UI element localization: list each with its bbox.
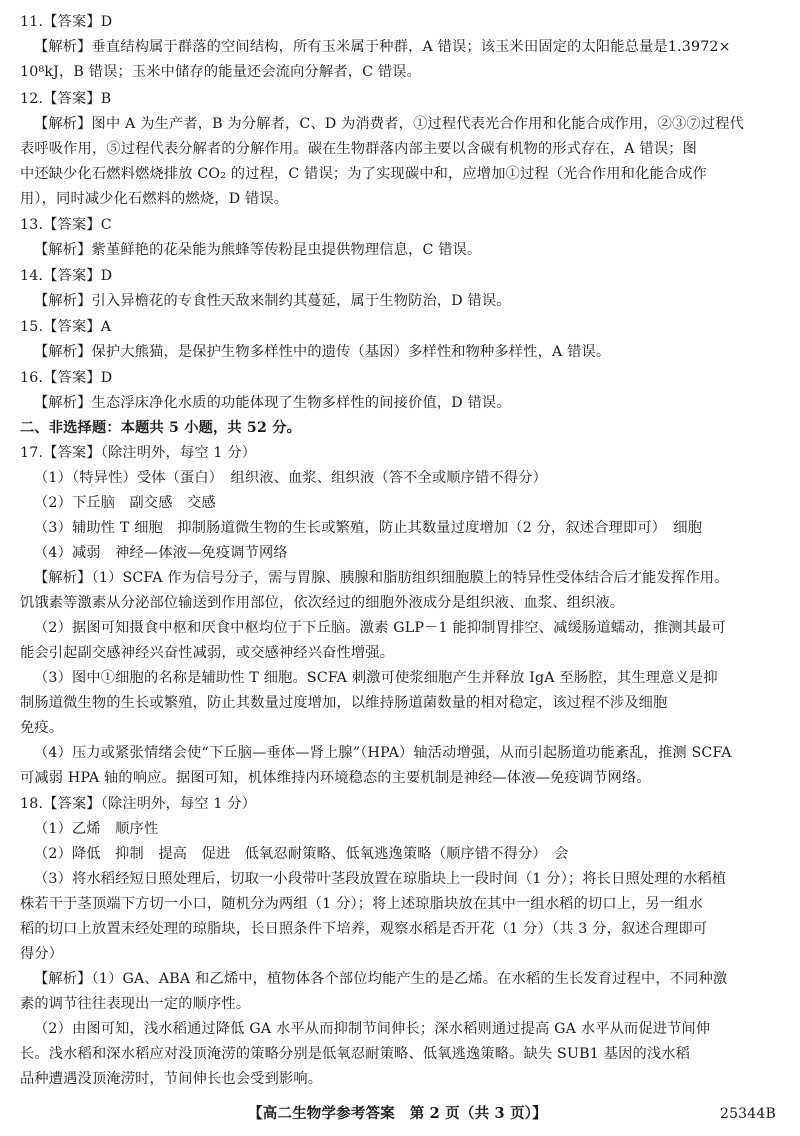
q18-answer-3-cont: 得分） [20, 946, 64, 962]
q11-analysis: 【解析】垂直结构属于群落的空间结构，所有玉米属于种群，A 错误；该玉米田固定的太阳能总量是1.3972× [34, 39, 731, 55]
footer-page-label: 【高二生物学参考答案 第 2 页（共 3 页）】 [248, 1105, 547, 1122]
q17-analysis-cont: 饥饿素等激素从分泌部位输送到作用部位，依次经过的细胞外液成分是组织液、血浆、组织液。 [20, 595, 625, 611]
section-heading: 二、非选择题：本题共 5 小题，共 52 分。 [20, 420, 301, 436]
q18-answer-2: （2）降低 抑制 提高 促进 低氧忍耐策略、低氧逃逸策略（顺序错不得分） 会 [34, 846, 569, 862]
q17-analysis-3: （3）图中①细胞的名称是辅助性 T 细胞。SCFA 刺激可使浆细胞产生并释放 IgA 至肠腔，其生理意义是抑 [34, 670, 718, 686]
q14-analysis: 【解析】引入异檐花的专食性天敌来制约其蔓延，属于生物防治，D 错误。 [34, 293, 511, 309]
q17-answer-3: （3）辅助性 T 细胞 抑制肠道微生物的生长或繁殖，防止其数量过度增加（2 分，叙述合理即可） 细胞 [34, 520, 703, 536]
q18-analysis-2: （2）由图可知，浅水稻通过降低 GA 水平从而抑制节间伸长；深水稻则通过提高 GA 水平从而促进节间伸 [34, 1021, 711, 1037]
q18-answer-3-cont: 株若干于茎顶端下方切一小口，随机分为两组（1 分）；将上述琼脂块放在其中一组水稻的切口上，另一组水 [20, 896, 704, 912]
q17-analysis-cont: 制肠道微生物的生长或繁殖，防止其数量过度增加，以维持肠道菌数量的相对稳定，该过程不涉及细胞 [20, 695, 668, 711]
q15-answer: 15.【答案】A [20, 319, 112, 335]
q11-analysis-cont: 10⁸kJ，B 错误；玉米中储存的能量还会流向分解者，C 错误。 [20, 64, 422, 80]
q16-analysis: 【解析】生态浮床净化水质的功能体现了生物多样性的间接价值，D 错误。 [34, 395, 511, 411]
q18-answer-3: （3）将水稻经短日照处理后，切取一小段带叶茎段放置在琼脂块上一段时间（1 分）；将长日照处理的水稻植 [34, 871, 727, 887]
q17-answer-4: （4）减弱 神经—体液—免疫调节网络 [34, 545, 288, 561]
q13-analysis: 【解析】紫堇鲜艳的花朵能为熊蜂等传粉昆虫提供物理信息，C 错误。 [34, 242, 482, 258]
page-footer [0, 1104, 800, 1124]
q12-analysis-cont: 表呼吸作用，⑤过程代表分解者的分解作用。碳在生物群落内部主要以含碳有机物的形式存在，A 错误；图 [20, 141, 697, 157]
q17-answer: 17.【答案】（除注明外，每空 1 分） [20, 445, 257, 461]
footer-doc-code: 25344B [719, 1106, 776, 1122]
q12-answer: 12.【答案】B [20, 91, 112, 107]
q12-analysis-cont: 中还缺少化石燃料燃烧排放 CO₂ 的过程，C 错误；为了实现碳中和，应增加①过程（光合作用和化能合成作 [20, 166, 708, 182]
q12-analysis-cont: 用），同时减少化石燃料的燃烧，D 错误。 [20, 191, 289, 207]
q13-answer: 13.【答案】C [20, 217, 112, 233]
q15-analysis: 【解析】保护大熊猫，是保护生物多样性中的遗传（基因）多样性和物种多样性，A 错误。 [34, 344, 611, 360]
q18-answer-1: （1）乙烯 顺序性 [34, 821, 159, 837]
q18-analysis: 【解析】（1）GA、ABA 和乙烯中，植物体各个部位均能产生的是乙烯。在水稻的生长发育过程中，不同种激 [34, 971, 728, 987]
q18-analysis-cont: 品种遭遇没顶淹涝时，节间伸长也会受到影响。 [20, 1071, 323, 1087]
q11-answer: 11.【答案】D [20, 14, 113, 30]
q17-analysis: 【解析】（1）SCFA 作为信号分子，需与胃腺、胰腺和脂肪组织细胞膜上的特异性受体结合后才能发挥作用。 [34, 570, 729, 586]
q18-analysis-cont: 长。浅水稻和深水稻应对没顶淹涝的策略分别是低氧忍耐策略、低氧逃逸策略。缺失 SUB1 基因的浅水稻 [20, 1046, 691, 1062]
q16-answer: 16.【答案】D [20, 370, 113, 386]
q17-analysis-4: （4）压力或紧张情绪会使“下丘脑—垂体—肾上腺”（HPA）轴活动增强，从而引起肠道功能紊乱，推测 SCFA [34, 745, 732, 761]
q17-analysis-2: （2）据图可知摄食中枢和厌食中枢均位于下丘脑。激素 GLP－1 能抑制胃排空、减缓肠道蠕动，推测其最可 [34, 620, 726, 636]
q14-answer: 14.【答案】D [20, 268, 113, 284]
q17-analysis-cont: 可减弱 HPA 轴的响应。据图可知，机体维持内环境稳态的主要机制是神经—体液—免疫调节网络。 [20, 770, 651, 786]
q18-answer-3-cont: 稻的切口上放置未经处理的琼脂块，长日照条件下培养，观察水稻是否开花（1 分）（共 3 分，叙述合理即可 [20, 921, 708, 937]
q17-analysis-cont: 能会引起副交感神经兴奋性减弱，或交感神经兴奋性增强。 [20, 645, 395, 661]
q18-answer: 18.【答案】（除注明外，每空 1 分） [20, 796, 257, 812]
q18-analysis-cont: 素的调节往往表现出一定的顺序性。 [20, 996, 251, 1012]
q17-analysis-cont: 免疫。 [20, 720, 64, 736]
q12-analysis: 【解析】图中 A 为生产者，B 为分解者，C、D 为消费者，①过程代表光合作用和化能合成作用，②③⑦过程代 [34, 116, 744, 132]
q17-answer-2: （2）下丘脑 副交感 交感 [34, 495, 216, 511]
q17-answer-1: （1）（特异性）受体（蛋白） 组织液、血浆、组织液（答不全或顺序错不得分） [34, 470, 547, 486]
